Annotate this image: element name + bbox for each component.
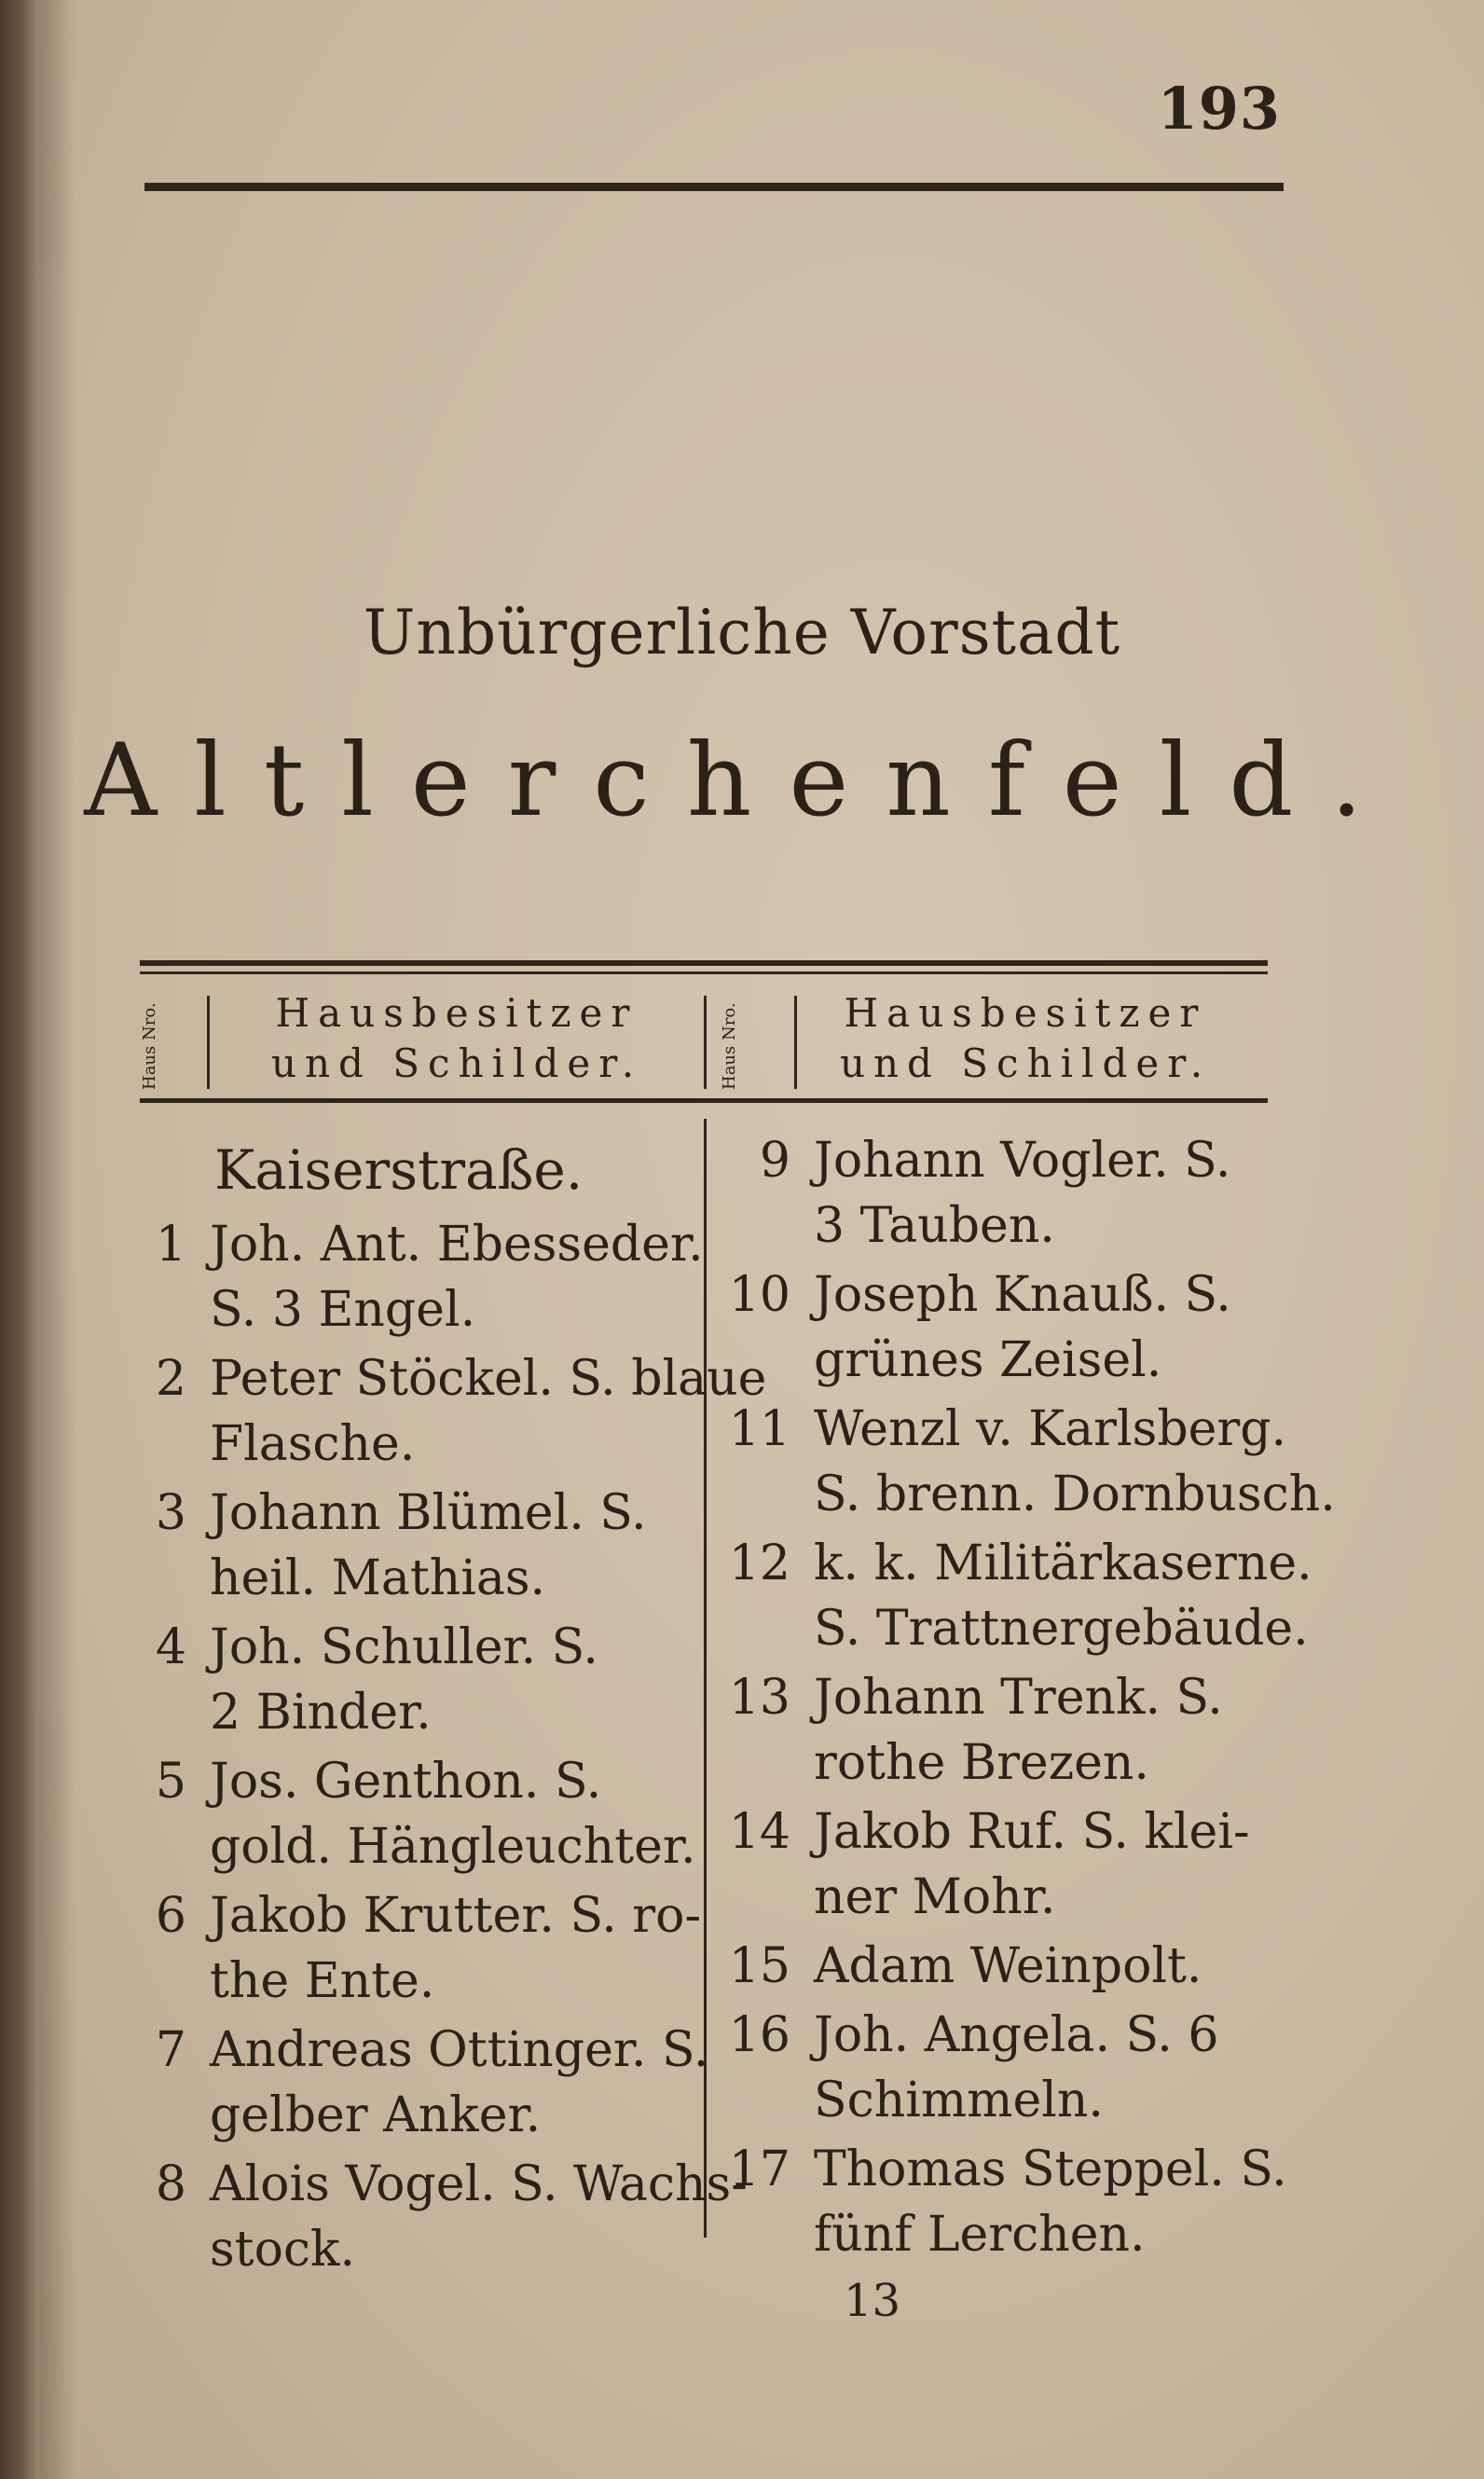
entry-line: 3 Tauben. bbox=[814, 1198, 1055, 1254]
entry-line: Peter Stöckel. S. blaue bbox=[210, 1351, 767, 1407]
entry-line: Andreas Ottinger. S. bbox=[210, 2022, 709, 2078]
entry-line: gelber Anker. bbox=[210, 2087, 542, 2143]
right-entries bbox=[725, 1128, 1336, 2267]
header-divider bbox=[794, 996, 797, 1089]
section-title: Altlerchenfeld. bbox=[84, 723, 1400, 839]
list-item bbox=[121, 1212, 704, 1343]
list-item bbox=[725, 1128, 1285, 1259]
entry-line: 2 Binder. bbox=[210, 1685, 432, 1741]
list-item bbox=[725, 1531, 1312, 1661]
entry-line: Johann Blümel. S. bbox=[210, 1485, 647, 1541]
house-number: 9 bbox=[759, 1133, 790, 1189]
list-item bbox=[121, 2152, 748, 2282]
list-item bbox=[725, 1799, 1285, 1930]
entry-line: Joseph Knauß. S. bbox=[814, 1267, 1231, 1323]
owner-and-sign bbox=[210, 1481, 680, 1611]
owner-and-sign bbox=[210, 1749, 696, 1880]
right-owner-header bbox=[802, 988, 1249, 1091]
entry-line: grünes Zeisel. bbox=[814, 1332, 1162, 1388]
house-number: 1 bbox=[155, 1217, 186, 1273]
street-heading: Kaiserstraße. bbox=[214, 1138, 584, 1202]
spine-shadow bbox=[39, 0, 76, 2479]
entry-line: Joh. Schuller. S. bbox=[210, 1619, 598, 1675]
list-item bbox=[725, 1934, 1285, 1999]
right-owner-header-line2: und Schilder. bbox=[839, 1040, 1212, 1086]
house-number: 13 bbox=[728, 1670, 790, 1726]
entry-line: Johann Vogler. S. bbox=[814, 1133, 1231, 1189]
signature-mark: 13 bbox=[844, 2275, 901, 2327]
house-number: 11 bbox=[728, 1401, 790, 1457]
entry-line: Jakob Ruf. S. klei- bbox=[814, 1804, 1250, 1860]
house-number: 5 bbox=[155, 1754, 186, 1810]
entry-line: S. Trattnergebäude. bbox=[814, 1601, 1309, 1657]
entry-line: fünf Lerchen. bbox=[814, 2207, 1146, 2263]
entry-line: Alois Vogel. S. Wachs- bbox=[210, 2156, 748, 2212]
entry-line: Johann Trenk. S. bbox=[814, 1670, 1223, 1726]
house-number: 12 bbox=[728, 1536, 790, 1591]
entry-line: rothe Brezen. bbox=[814, 1735, 1149, 1791]
list-item bbox=[725, 2137, 1285, 2267]
entry-line: Jakob Krutter. S. ro- bbox=[210, 1888, 702, 1944]
table-top-rule bbox=[140, 960, 1268, 974]
book-spine bbox=[0, 0, 39, 2479]
entry-line: Flasche. bbox=[210, 1416, 416, 1472]
right-col-no-header: Haus Nro. bbox=[720, 1002, 739, 1090]
header-divider bbox=[207, 996, 210, 1089]
owner-and-sign bbox=[814, 2003, 1285, 2133]
list-item bbox=[725, 1665, 1285, 1796]
owner-and-sign bbox=[814, 1128, 1285, 1259]
entry-line: stock. bbox=[210, 2222, 356, 2278]
entry-line: S. 3 Engel. bbox=[210, 1282, 476, 1338]
right-column bbox=[725, 1128, 1336, 2271]
owner-and-sign bbox=[814, 2137, 1285, 2267]
right-owner-header-line1: Hausbesitzer bbox=[844, 990, 1207, 1036]
owner-and-sign bbox=[210, 2018, 709, 2148]
owner-and-sign bbox=[814, 1262, 1285, 1393]
house-number: 10 bbox=[728, 1267, 790, 1323]
list-item bbox=[121, 1883, 702, 2014]
owner-and-sign bbox=[210, 1615, 680, 1745]
entry-line: Adam Weinpolt. bbox=[814, 1938, 1202, 1994]
header-rule bbox=[144, 183, 1284, 191]
entry-line: Schimmeln. bbox=[814, 2073, 1104, 2128]
house-number: 6 bbox=[155, 1888, 186, 1944]
entry-line: k. k. Militärkaserne. bbox=[814, 1536, 1312, 1591]
house-number: 15 bbox=[728, 1938, 790, 1994]
list-item bbox=[121, 1481, 680, 1611]
list-item bbox=[725, 1262, 1285, 1393]
left-owner-header-line2: und Schilder. bbox=[270, 1040, 643, 1086]
left-col-no-header: Haus Nro. bbox=[140, 1002, 159, 1090]
owner-and-sign bbox=[210, 1883, 702, 2014]
list-item bbox=[121, 2018, 709, 2148]
owner-and-sign bbox=[814, 1799, 1285, 1930]
entry-line: Thomas Steppel. S. bbox=[814, 2142, 1287, 2197]
house-number: 3 bbox=[155, 1485, 186, 1541]
list-item bbox=[725, 1397, 1336, 1527]
owner-and-sign bbox=[814, 1397, 1336, 1527]
house-number: 8 bbox=[155, 2156, 186, 2212]
owner-and-sign bbox=[210, 2152, 748, 2282]
entry-line: Wenzl v. Karlsberg. bbox=[814, 1401, 1287, 1457]
house-number: 16 bbox=[728, 2007, 790, 2063]
owner-and-sign bbox=[814, 1934, 1285, 1999]
entry-line: ner Mohr. bbox=[814, 1869, 1056, 1925]
entry-line: gold. Hängleuchter. bbox=[210, 1819, 696, 1875]
left-owner-header-line1: Hausbesitzer bbox=[275, 990, 639, 1036]
house-number: 14 bbox=[728, 1804, 790, 1860]
owner-and-sign bbox=[210, 1212, 704, 1343]
table-header-rule bbox=[140, 1098, 1268, 1103]
house-number: 2 bbox=[155, 1351, 186, 1407]
owner-and-sign bbox=[814, 1665, 1285, 1796]
house-number: 7 bbox=[155, 2022, 186, 2078]
list-item bbox=[725, 2003, 1285, 2133]
entry-line: Jos. Genthon. S. bbox=[210, 1754, 602, 1810]
entry-line: S. brenn. Dornbusch. bbox=[814, 1467, 1336, 1522]
owner-and-sign bbox=[814, 1531, 1312, 1661]
entry-line: heil. Mathias. bbox=[210, 1550, 546, 1606]
entry-line: Joh. Angela. S. 6 bbox=[814, 2007, 1219, 2063]
page-number: 193 bbox=[1157, 75, 1281, 143]
left-owner-header bbox=[214, 988, 699, 1091]
section-subtitle: Unbürgerliche Vorstadt bbox=[363, 597, 1121, 668]
entry-line: the Ente. bbox=[210, 1953, 435, 2009]
house-number: 4 bbox=[155, 1619, 186, 1675]
entry-line: Joh. Ant. Ebesseder. bbox=[210, 1217, 704, 1273]
list-item bbox=[121, 1615, 680, 1745]
house-number: 17 bbox=[728, 2142, 790, 2197]
header-divider bbox=[704, 996, 707, 1089]
list-item bbox=[121, 1749, 696, 1880]
